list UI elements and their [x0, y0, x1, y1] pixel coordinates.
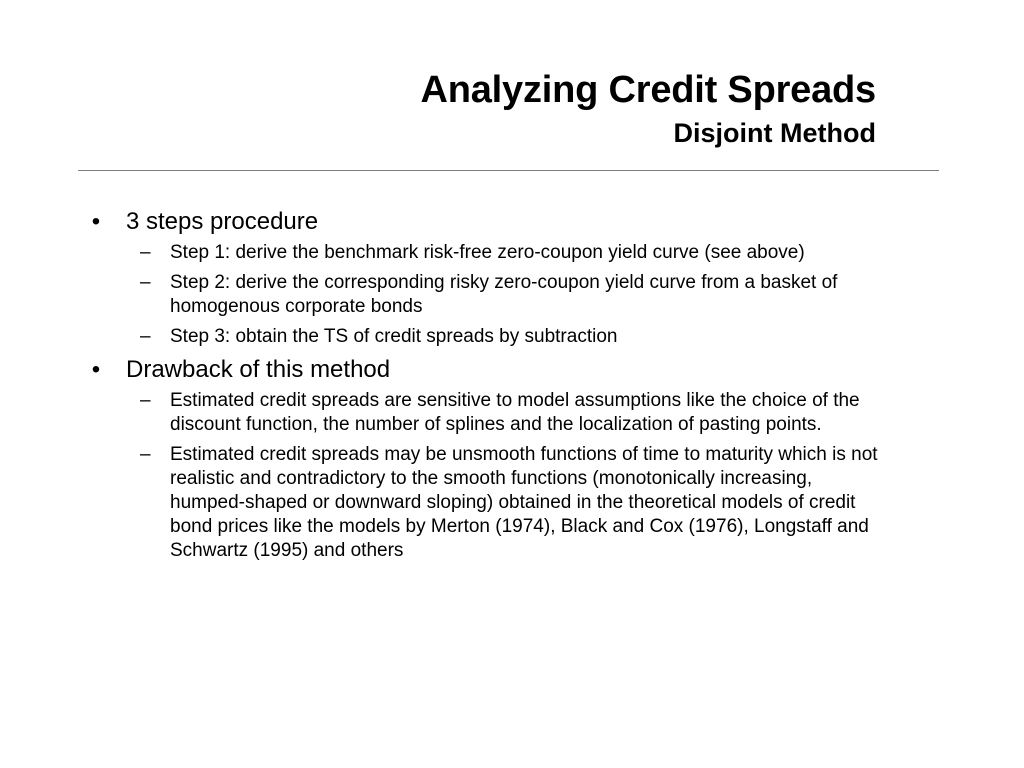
dash-marker: –: [140, 444, 151, 465]
sub-list: [140, 241, 936, 349]
bullet-item: [86, 355, 936, 385]
dash-marker: –: [140, 242, 151, 263]
sub-item-text: Step 1: derive the benchmark risk-free zero-coupon yield curve (see above): [170, 242, 805, 263]
bullet-marker: •: [91, 208, 101, 235]
dash-marker: –: [140, 326, 151, 347]
sub-item: [140, 325, 890, 349]
sub-item: [140, 241, 890, 265]
bullet-text: Drawback of this method: [126, 356, 391, 383]
sub-list: [140, 389, 936, 563]
bullet-item: [86, 207, 936, 237]
sub-item-text: Estimated credit spreads may be unsmooth functions of time to maturity which is not realistic and contradictory to the smooth functions (monotonically increasing, humped-shaped or downward sloping) obtained in the theoretical models of credit bond prices like the models by Merton (1974), Black and Cox (1976), Longstaff and Schwartz (1995) and others: [170, 444, 878, 561]
sub-item: [140, 389, 890, 437]
sub-item-text: Estimated credit spreads are sensitive to model assumptions like the choice of the discount function, the number of splines and the localization of pasting points.: [170, 390, 860, 435]
sub-item-text: Step 3: obtain the TS of credit spreads by subtraction: [170, 326, 618, 347]
bullet-text: 3 steps procedure: [126, 208, 319, 235]
sub-item: [140, 271, 890, 319]
dash-marker: –: [140, 390, 151, 411]
dash-marker: –: [140, 272, 151, 293]
bullet-marker: •: [91, 356, 101, 383]
title-divider: [78, 170, 939, 171]
slide-content: [86, 207, 936, 569]
slide-subtitle: Disjoint Method: [673, 118, 876, 148]
title-block: [420, 68, 876, 150]
sub-item-text: Step 2: derive the corresponding risky zero-coupon yield curve from a basket of homogenous corporate bonds: [170, 272, 838, 317]
sub-item: [140, 443, 890, 563]
slide-title: Analyzing Credit Spreads: [420, 69, 876, 111]
